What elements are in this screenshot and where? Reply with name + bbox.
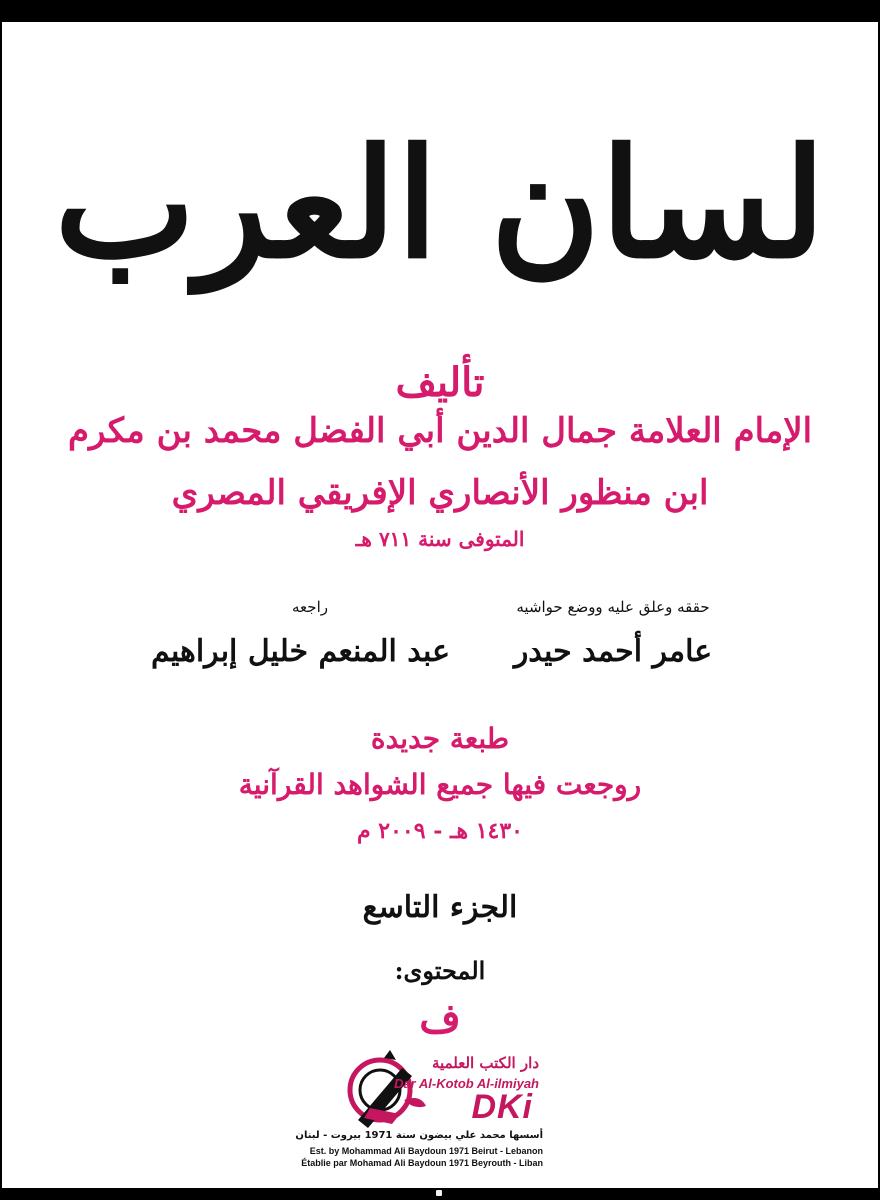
publisher-founded-english: Est. by Mohammad Ali Baydoun 1971 Beirut - Lebanon [309, 1146, 543, 1156]
editor-credit [498, 596, 728, 672]
publisher-name-arabic: دار الكتب العلمية [432, 1054, 539, 1072]
author-name-line-1: الإمام العلامة جمال الدين أبي الفضل محمد بن مكرم [67, 411, 813, 451]
publisher-name-latin: Dar Al-Kotob Al-ilmiyah [394, 1076, 539, 1091]
contents-label: المحتوى: [394, 956, 486, 985]
reviewer-name: عبد المنعم خليل إبراهيم [150, 634, 450, 669]
author-death-date: المتوفى سنة ٧١١ هـ [355, 527, 525, 551]
edition-label: طبعة جديدة [370, 722, 510, 755]
editor-name: عامر أحمد حيدر [513, 634, 713, 669]
frame-speck [436, 1190, 442, 1196]
author-name-line-2: ابن منظور الأنصاري الإفريقي المصري [171, 473, 709, 513]
editor-role: حققه وعلق عليه ووضع حواشيه [516, 598, 710, 616]
publisher-emblem-icon [340, 1050, 432, 1132]
contents-value: ف [419, 995, 461, 1042]
edition-note: روجعت فيها جميع الشواهد القرآنية [238, 768, 642, 801]
book-title-page [2, 22, 878, 1188]
volume-number: الجزء التاسع [362, 890, 518, 925]
publisher-founded-arabic: أسسها محمد علي بيضون سنة 1971 بيروت - لبنان [295, 1130, 543, 1141]
author-label: تأليف [395, 359, 485, 406]
book-title: لسان العرب [54, 116, 826, 292]
publisher-logo [295, 1048, 547, 1168]
publisher-abbreviation: DKi [471, 1088, 533, 1126]
reviewer-credit [150, 596, 450, 672]
edition-date: ١٤٣٠ هـ - ٢٠٠٩ م [357, 818, 523, 844]
reviewer-role: راجعه [292, 598, 328, 616]
bottom-frame-bar [0, 1188, 880, 1200]
publisher-founded-french: Établie par Mohamad Ali Baydoun 1971 Beyrouth - Liban [301, 1158, 543, 1168]
